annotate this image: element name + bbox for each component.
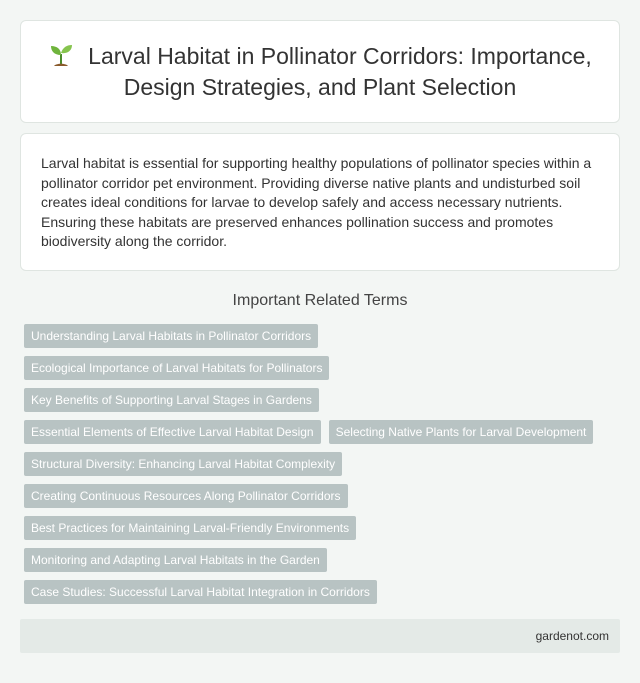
related-term-tag[interactable]: Monitoring and Adapting Larval Habitats in the Garden xyxy=(24,548,327,572)
page-title-text: Larval Habitat in Pollinator Corridors: Importance, Design Strategies, and Plant Selection xyxy=(88,42,592,100)
sprout-icon xyxy=(48,43,74,67)
related-term-tag[interactable]: Key Benefits of Supporting Larval Stages in Gardens xyxy=(24,388,319,412)
related-term-tag[interactable]: Essential Elements of Effective Larval Habitat Design xyxy=(24,420,321,444)
related-term-tag[interactable]: Best Practices for Maintaining Larval-Friendly Environments xyxy=(24,516,356,540)
related-term-tag[interactable]: Creating Continuous Resources Along Pollinator Corridors xyxy=(24,484,348,508)
title-card xyxy=(20,20,620,123)
related-term-tag[interactable]: Structural Diversity: Enhancing Larval Habitat Complexity xyxy=(24,452,342,476)
footer xyxy=(20,619,620,653)
summary-text: Larval habitat is essential for supporting healthy populations of pollinator species within a pollinator corridor pet environment. Providing diverse native plants and undisturbed soil creates ideal conditions for larvae to develop safely and access necessary nutrients. Ensuring these habitats are preserved enhances pollination success and promotes biodiversity along the corridor. xyxy=(41,155,592,249)
footer-site-link[interactable]: gardenot.com xyxy=(535,629,609,643)
related-terms-heading: Important Related Terms xyxy=(232,292,408,309)
page-title xyxy=(41,41,599,103)
related-term-tag[interactable]: Case Studies: Successful Larval Habitat Integration in Corridors xyxy=(24,580,377,604)
related-term-tag[interactable]: Selecting Native Plants for Larval Development xyxy=(329,420,594,444)
related-term-tag[interactable]: Ecological Importance of Larval Habitats for Pollinators xyxy=(24,356,329,380)
related-term-tag[interactable]: Understanding Larval Habitats in Pollinator Corridors xyxy=(24,324,318,348)
related-terms-list xyxy=(24,324,616,612)
summary-card xyxy=(20,133,620,271)
